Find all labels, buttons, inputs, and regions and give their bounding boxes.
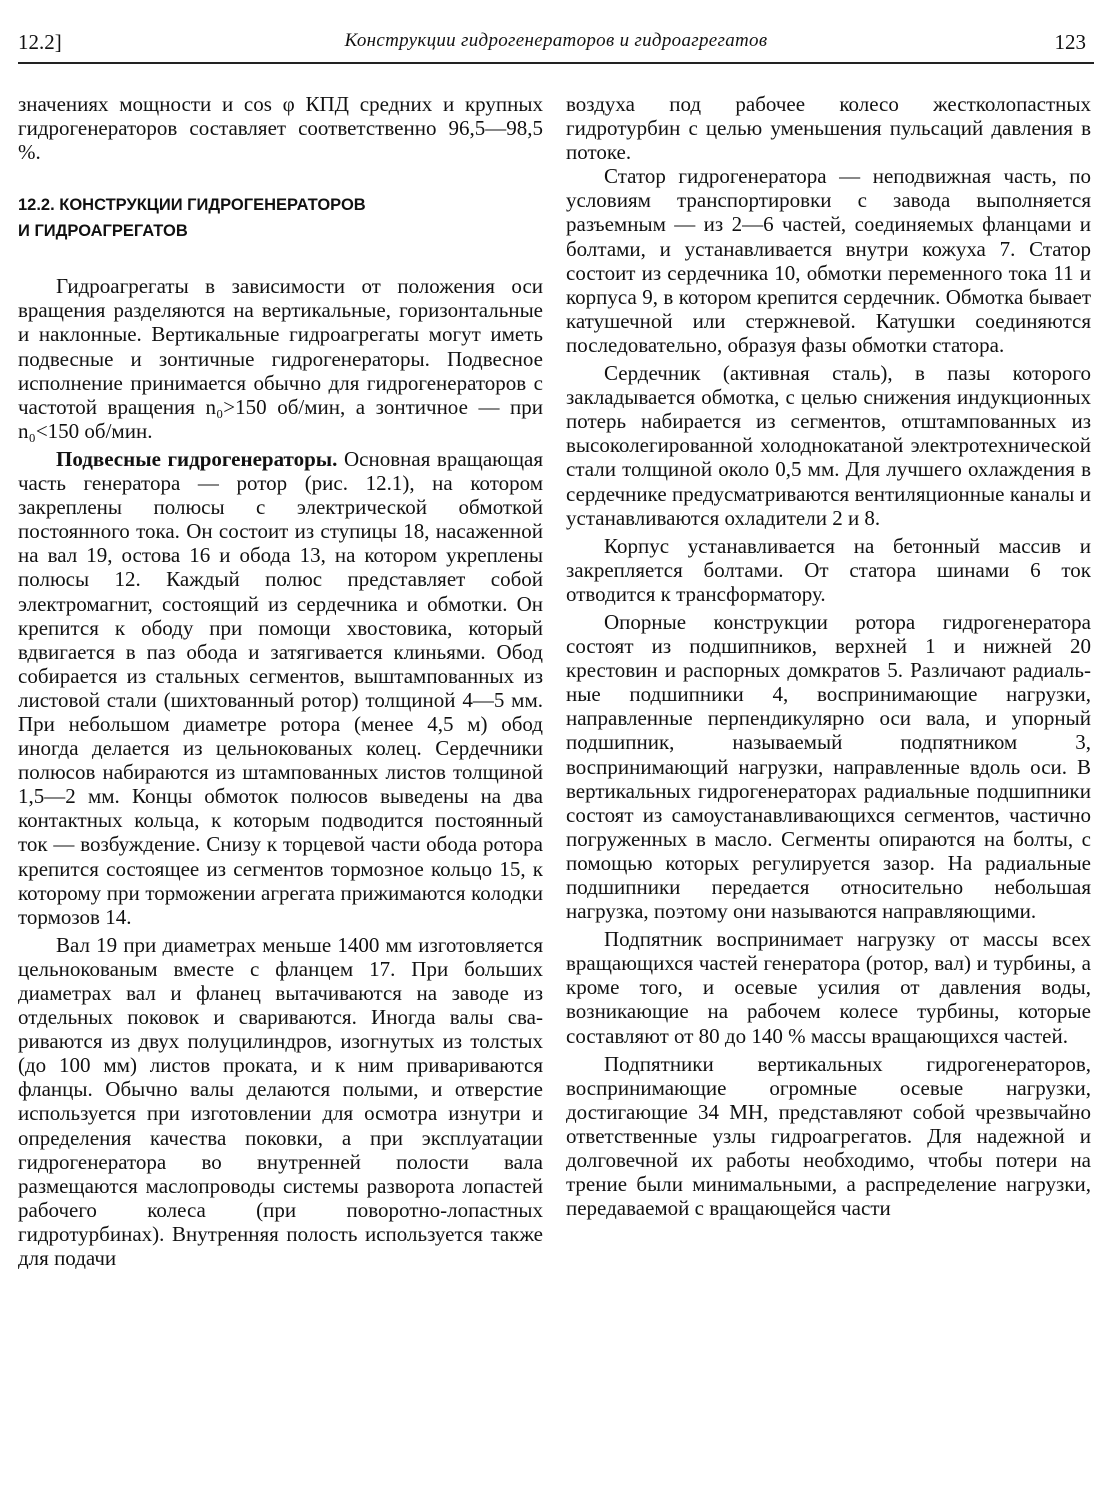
- paragraph: Статор гидрогенератора — неподвижная часть, по условиям транспортировки с завода выполняется разъемным — из 2—6 частей, соединяемых фланцами и болтами, и устанавливается внутри кожуха 7. Статор состоит из сердечника 10, обмотки переменного тока 11 и корпуса 9, в котором крепится сердечник. Обмотка бывает катушечной или стержневой. Катушки соединяются последовательно, образуя фазы обмотки статора.: [566, 164, 1091, 357]
- running-header: [18, 30, 1094, 56]
- section-heading-line: 12.2. КОНСТРУКЦИИ ГИДРОГЕНЕРАТОРОВ: [18, 196, 366, 215]
- header-page-number: 123: [1054, 30, 1086, 54]
- paragraph: воздуха под рабочее колесо жестколопастных гидротурбин с целью уменьшения пульсаций давления в потоке.: [566, 92, 1091, 165]
- paragraph: Корпус устанавливается на бетонный массив и закрепляется болтами. От статора шинами 6 ток отводится к трансформатору.: [566, 533, 1091, 606]
- section-heading: [18, 192, 543, 244]
- paragraph: Сердечник (активная сталь), в пазы которого закладывается обмотка, с целью снижения индукционных потерь набирается из сегментов, отштампованных из высоколегированной холоднокатаной электротехнической стали толщиной около 0,5 мм. Для лучшего охлаждения в сердечнике предусматриваются вентиляционные каналы и устанавливаются охладители 2 и 8.: [566, 361, 1091, 530]
- section-heading-line: И ГИДРОАГРЕГАТОВ: [18, 222, 188, 241]
- paragraph: Опорные конструкции ротора гидрогенератора состоят из подшипников, верхней 1 и нижней 20 крестовин и распорных домкратов 5. Различают радиальные подшипники 4, воспринимающие нагрузки, направленные перпендикулярно оси вала, и упорный подшипник, называемый подпятником 3, воспринимающий нагрузки, направленные вдоль оси. В вертикальных гидрогенераторах радиальные подшипники состоят из самоустанавливающихся сегментов, частично погруженных в масло. Сегменты опираются на болты, с помощью которых регулируется зазор. На радиальные подшипники передается относительно небольшая нагрузка, поэтому они называются направляющими.: [566, 609, 1091, 924]
- paragraph: значениях мощности и cos φ КПД средних и крупных гидрогенераторов составляет соответственно 96,5—98,5 %.: [18, 92, 543, 165]
- header-running-title: Конструкции гидрогенераторов и гидроагрегатов: [344, 30, 768, 51]
- paragraph: Гидроагрегаты в зависимости от положения оси вращения разделяются на вертикальные, горизонтальные и наклонные. Вертикальные гидроагрегаты могут иметь подвесные и зонтичные гидрогенераторы. Подвесное исполнение принимается обычно для гидрогенераторов с частотой вращения n₀>150 об/мин, а зонтичное — при n₀<150 об/мин.: [18, 274, 543, 443]
- paragraph-podvesnye: [18, 447, 543, 929]
- paragraph: Подпятники вертикальных гидрогенераторов, воспринимающие огромные осевые нагрузки, достигающие 34 МН, представляют собой чрезвычайно ответственные узлы гидроагрегатов. Для надежной и долговечной их работы необходимо, чтобы потери на трение были минимальными, а распределение нагрузки, передаваемой с вращающейся части: [566, 1051, 1091, 1221]
- paragraph-text: Основная вращающая часть генератора — ротор (рис. 12.1), на котором закреплены полюсы с электрической обмоткой постоянного тока. Он состоит из ступицы 18, насаженной на вал 19, остова 16 и обода 13, на котором укреплены полюсы 12. Каждый полюс представляет собой электромагнит, состоящий из сердечника и обмотки. Он крепится к ободу при помощи хвостовика, который вдвигается в паз обода и затягивается клиньями. Обод собирается из стальных сегментов, выштампованных из листовой стали (шихтованный ротор) толщиной 4—5 мм. При небольшом диаметре ротора (менее 4,5 м) обод иногда делается из цельнокованых колец. Сердечники полюсов набираются из штампованных листов толщиной 1,5—2 мм. Концы обмоток полюсов выведены на два контактных кольца, к которым подводится постоянный ток — возбуждение. Снизу к торцевой части обода ротора крепится состоящее из сегментов тормозное кольцо 15, к которому при торможении агрегата прижимаются колодки тормозов 14.: [18, 446, 543, 929]
- paragraph: Вал 19 при диаметрах меньше 1400 мм изготовляется цельнокованым вместе с фланцем 17. При больших диаметрах вал и фланец вытачиваются на заводе из отдельных поковок и свариваются. Иногда валы свариваются из двух полуцилиндров, изогнутых из толстых (до 100 мм) листов проката, и к ним привариваются фланцы. Обычно валы делаются полыми, и отверстие используется при изготовлении для осмотра изнутри и определения качества поковки, а при эксплуатации гидрогенератора во внутренней полости вала размещаются маслопроводы системы разворота лопастей рабочего колеса (при поворотно-лопастных гидротурбинах). Внутренняя полость используется также для подачи: [18, 932, 543, 1271]
- right-column: [566, 92, 1091, 1220]
- paragraph: Подпятник воспринимает нагрузку от массы всех вращающихся частей генератора (ротор, вал) и турбины, а кроме того, и осевые усилия от давления воды, возникающие на рабочем колесе турбины, которые составляют от 80 до 140 % массы вращающихся частей.: [566, 927, 1091, 1048]
- header-section-number: 12.2]: [18, 30, 62, 54]
- run-in-heading: Подвесные гидрогенераторы.: [56, 446, 338, 471]
- left-column: [18, 92, 543, 1270]
- header-rule: [18, 62, 1094, 64]
